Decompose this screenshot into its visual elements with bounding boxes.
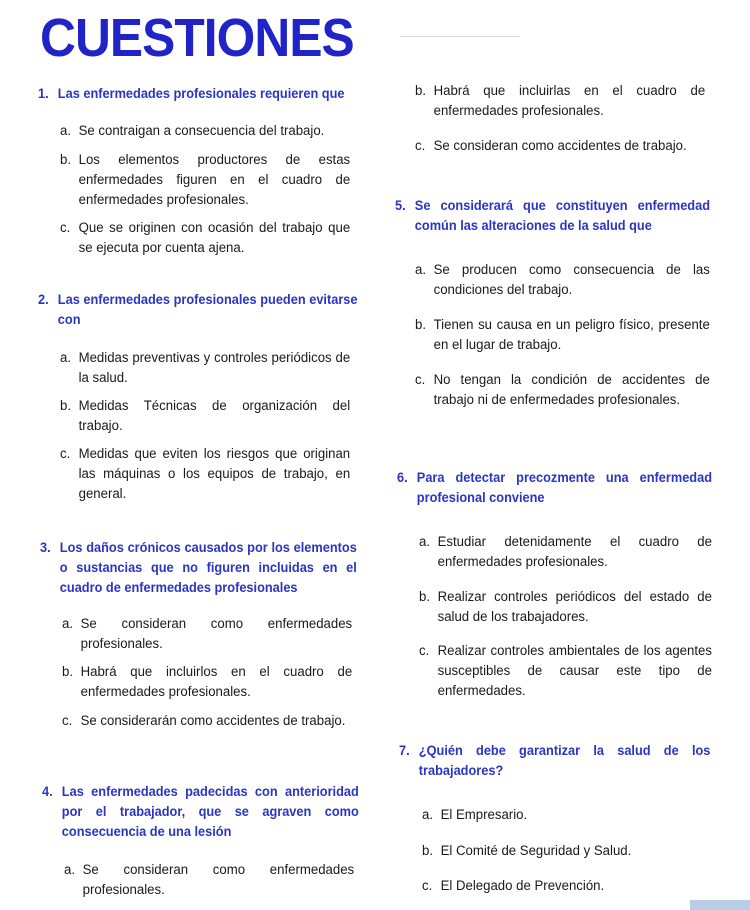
option-text: Estudiar detenidamente el cuadro de enfermedades profesionales.: [437, 534, 712, 570]
option-7b: [422, 841, 701, 861]
option-letter: c.: [415, 372, 426, 388]
option-text: Se consideran como enfermedades profesionales.: [80, 616, 353, 652]
option-letter: b.: [62, 664, 74, 680]
question-1: [38, 84, 349, 104]
question-text: Para detectar precozmente una enfermedad profesional conviene: [416, 470, 712, 506]
question-number: 1.: [38, 86, 49, 102]
option-text: Habrá que incluirlas en el cuadro de enfermedades profesionales.: [433, 83, 706, 119]
option-letter: c.: [60, 446, 71, 462]
question-text: Las enfermedades profesionales pueden evitarse con: [57, 292, 358, 328]
option-letter: a.: [419, 534, 431, 550]
option-text: El Delegado de Prevención.: [440, 878, 605, 894]
option-7c: [422, 876, 701, 896]
question-number: 3.: [40, 540, 51, 556]
option-letter: a.: [60, 123, 72, 139]
question-text: Las enfermedades profesionales requieren que: [57, 86, 345, 102]
option-text: Los elementos productores de estas enfermedades figuren en el cuadro de enfermedades profesionales.: [78, 152, 351, 208]
option-text: Realizar controles periódicos del estado de salud de los trabajadores.: [437, 589, 712, 625]
question-text: Se considerará que constituyen enfermedad común las alteraciones de la salud que: [414, 198, 710, 234]
option-text: Se producen como consecuencia de las condiciones del trabajo.: [433, 262, 710, 298]
option-6c: [419, 641, 712, 701]
option-6a: [419, 532, 712, 572]
question-7: [399, 741, 710, 781]
question-text: Las enfermedades padecidas con anterioridad por el trabajador, que se agraven como consecuencia de una lesión: [61, 784, 359, 840]
option-2b: [60, 396, 350, 436]
option-4a: [64, 860, 354, 900]
option-letter: a.: [422, 807, 434, 823]
option-5b: [415, 315, 710, 355]
option-letter: c.: [62, 713, 73, 729]
option-text: Medidas Técnicas de organización del trabajo.: [78, 398, 351, 434]
option-2c: [60, 444, 350, 504]
question-3: [40, 538, 357, 598]
option-letter: c.: [419, 643, 430, 659]
option-letter: a.: [415, 262, 427, 278]
option-3b: [62, 662, 352, 702]
option-letter: a.: [62, 616, 74, 632]
divider: [400, 36, 520, 37]
option-letter: a.: [60, 350, 72, 366]
option-letter: b.: [419, 589, 431, 605]
option-5a: [415, 260, 710, 300]
option-1b: [60, 150, 350, 210]
option-text: El Empresario.: [440, 807, 528, 823]
option-letter: a.: [64, 862, 76, 878]
option-letter: b.: [415, 83, 427, 99]
option-1a: [60, 121, 350, 141]
question-text: ¿Quién debe garantizar la salud de los trabajadores?: [418, 743, 711, 779]
option-text: Medidas que eviten los riesgos que originan las máquinas o los equipos de trabajo, en general.: [78, 446, 351, 502]
option-3c: [62, 711, 352, 731]
question-number: 4.: [42, 784, 53, 800]
option-4b: [415, 81, 705, 121]
question-number: 5.: [395, 198, 406, 214]
question-number: 6.: [397, 470, 408, 486]
option-text: Se considerarán como accidentes de trabajo.: [80, 713, 346, 729]
option-4c: [415, 136, 705, 156]
option-3a: [62, 614, 352, 654]
option-6b: [419, 587, 712, 627]
option-text: Realizar controles ambientales de los agentes susceptibles de causar este tipo de enfermedades.: [437, 643, 712, 699]
question-text: Los daños crónicos causados por los elementos o sustancias que no figuren incluidas en el cuadro de enfermedades profesionales: [59, 540, 357, 596]
option-letter: c.: [422, 878, 433, 894]
question-4: [42, 782, 359, 842]
option-letter: c.: [415, 138, 426, 154]
question-5: [395, 196, 710, 236]
option-text: Habrá que incluirlos en el cuadro de enfermedades profesionales.: [80, 664, 353, 700]
question-2: [38, 290, 358, 330]
question-6: [397, 468, 712, 508]
option-5c: [415, 370, 710, 410]
option-text: Se consideran como accidentes de trabajo.: [433, 138, 687, 154]
option-letter: b.: [60, 398, 72, 414]
option-text: Que se originen con ocasión del trabajo que se ejecuta por cuenta ajena.: [78, 220, 351, 256]
option-text: Se contraigan a consecuencia del trabajo.: [78, 123, 325, 139]
option-2a: [60, 348, 350, 388]
question-number: 7.: [399, 743, 410, 759]
option-text: Se consideran como enfermedades profesionales.: [82, 862, 355, 898]
option-letter: b.: [60, 152, 72, 168]
option-text: El Comité de Seguridad y Salud.: [440, 843, 632, 859]
option-7a: [422, 805, 701, 825]
question-number: 2.: [38, 292, 49, 308]
option-text: Medidas preventivas y controles periódicos de la salud.: [78, 350, 351, 386]
option-text: Tienen su causa en un peligro físico, presente en el lugar de trabajo.: [433, 317, 710, 353]
option-letter: c.: [60, 220, 71, 236]
option-letter: b.: [415, 317, 427, 333]
option-text: No tengan la condición de accidentes de trabajo ni de enfermedades profesionales.: [433, 372, 710, 408]
option-1c: [60, 218, 350, 258]
page-corner-bar: [690, 900, 750, 910]
option-letter: b.: [422, 843, 434, 859]
page-title: CUESTIONES: [40, 8, 354, 68]
